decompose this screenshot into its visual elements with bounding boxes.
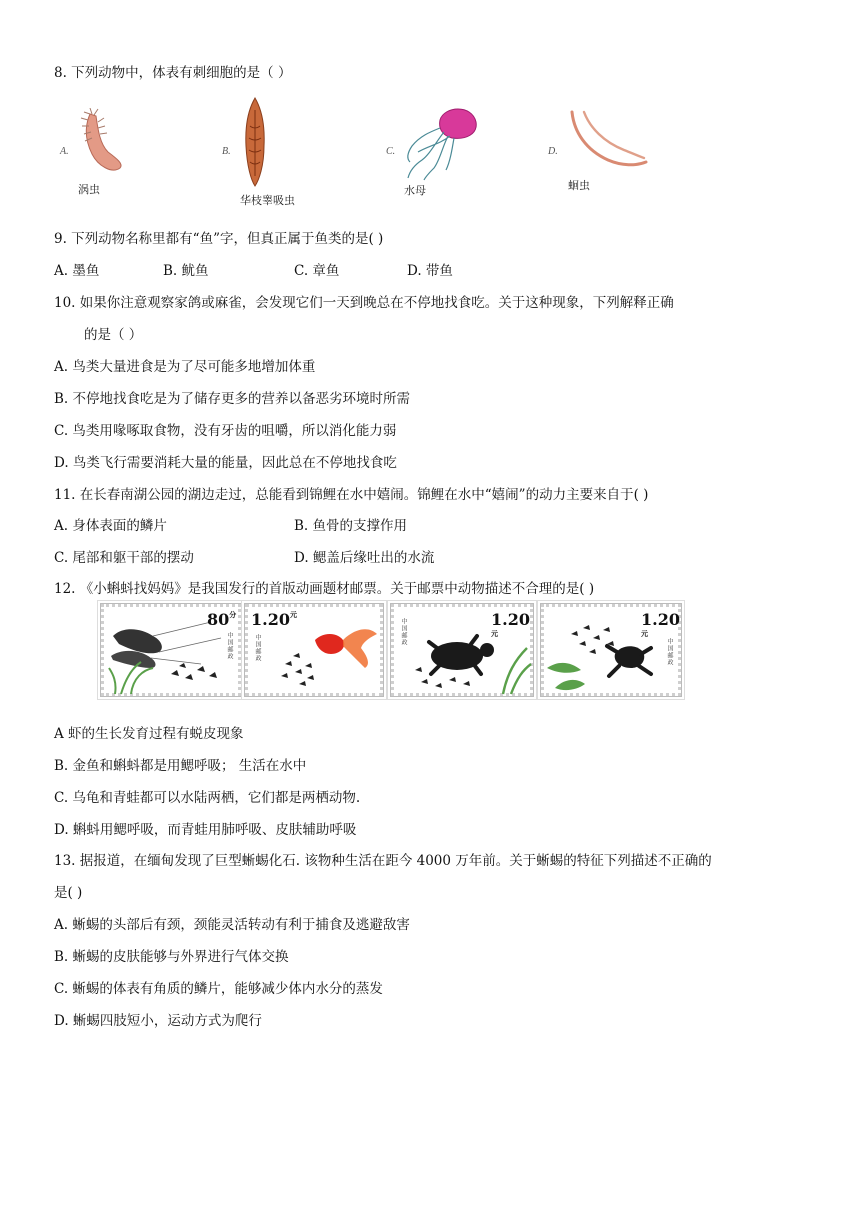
- stamp-2-unit: 元: [289, 610, 297, 619]
- q10-option-d: D. 鸟类飞行需要消耗大量的能量，因此总在不停地找食吃: [54, 455, 397, 471]
- q11-option-d: D. 鳃盖后缘吐出的水流: [294, 550, 435, 566]
- q8-option-b-letter: B.: [222, 146, 231, 157]
- q8-option-c-letter: C.: [386, 146, 396, 157]
- q8-option-c-caption: 水母: [404, 184, 426, 197]
- q9-option-a: A. 墨鱼: [54, 263, 100, 279]
- q11-option-a: A. 身体表面的鳞片: [54, 518, 167, 534]
- q8-option-b-caption: 华枝睾吸虫: [240, 194, 295, 207]
- q9-option-d: D. 带鱼: [407, 263, 453, 279]
- stamp-3-value: 1.20: [491, 610, 530, 629]
- stamp-4-country: 中国邮政: [666, 638, 673, 666]
- q12-option-d: D. 蝌蚪用鳃呼吸，而青蛙用肺呼吸、皮肤辅助呼吸: [54, 822, 357, 838]
- q12-option-b: B. 金鱼和蝌蚪都是用鳃呼吸； 生活在水中: [54, 758, 307, 774]
- q10-option-b: B. 不停地找食吃是为了储存更多的营养以备恶劣环境时所需: [54, 391, 411, 407]
- q9-stem: 9. 下列动物名称里都有“鱼”字，但真正属于鱼类的是( ): [54, 231, 384, 247]
- q10-option-c: C. 鸟类用喙啄取食物，没有牙齿的咀嚼，所以消化能力弱: [54, 423, 397, 439]
- q12-option-a: A 虾的生长发育过程有蜕皮现象: [54, 726, 244, 742]
- q13-option-c: C. 蜥蜴的体表有角质的鳞片，能够减少体内水分的蒸发: [54, 981, 383, 997]
- q12-stem: 12. 《小蝌蚪找妈妈》是我国发行的首版动画题材邮票。关于邮票中动物描述不合理的是( ): [54, 581, 595, 597]
- stamp-3-unit: 元: [491, 629, 498, 638]
- q11-stem: 11. 在长春南湖公园的湖边走过，总能看到锦鲤在水中嬉闹。锦鲤在水中“嬉闹”的动力主要来自于( ): [54, 487, 649, 503]
- stamp-4-value: 1.20: [641, 610, 680, 629]
- q8-option-a-caption: 涡虫: [78, 183, 100, 196]
- stamp-turtle: [390, 603, 534, 697]
- jellyfish-image: [400, 102, 480, 182]
- stamp-shrimp: [100, 603, 242, 697]
- stamp-1-value: 80: [207, 610, 230, 629]
- stamp-1-unit: 分: [229, 610, 237, 619]
- q13-option-b: B. 蜥蜴的皮肤能够与外界进行气体交换: [54, 949, 289, 965]
- stamp-1-country: 中国邮政: [226, 632, 233, 660]
- q13-stem-line2: 是( ): [54, 885, 83, 901]
- q12-option-c: C. 乌龟和青蛙都可以水陆两栖，它们都是两栖动物.: [54, 790, 361, 806]
- q10-stem-line2: 的是（ ）: [84, 327, 143, 343]
- stamp-goldfish: [244, 603, 384, 697]
- stamp-3-country: 中国邮政: [400, 618, 407, 646]
- roundworm-image: [564, 108, 650, 172]
- q13-stem-line1: 13. 据报道，在缅甸发现了巨型蜥蜴化石. 该物种生活在距今 4000 万年前。关于蜥蜴的特征下列描述不正确的: [54, 853, 712, 869]
- q11-option-c: C. 尾部和躯干部的摆动: [54, 550, 194, 566]
- q8-stem: 8. 下列动物中，体表有刺细胞的是（ ）: [54, 65, 292, 81]
- q8-option-d-letter: D.: [548, 146, 558, 157]
- q13-option-a: A. 蜥蜴的头部后有颈，颈能灵活转动有利于捕食及逃避敌害: [54, 917, 410, 933]
- stamp-frog: [540, 603, 682, 697]
- q10-stem-line1: 10. 如果你注意观察家鸽或麻雀，会发现它们一天到晚总在不停地找食吃。关于这种现象，下列解释正确: [54, 295, 674, 311]
- liver-fluke-image: [240, 96, 270, 188]
- stamp-2-value: 1.20: [251, 610, 290, 629]
- q8-option-d-caption: 蛔虫: [568, 179, 590, 192]
- q9-option-c: C. 章鱼: [294, 263, 340, 279]
- q9-option-b: B. 鱿鱼: [163, 263, 209, 279]
- planarian-image: [76, 108, 126, 178]
- q8-option-a-letter: A.: [60, 146, 69, 157]
- q11-option-b: B. 鱼骨的支撑作用: [294, 518, 408, 534]
- stamp-4-unit: 元: [641, 629, 648, 638]
- q10-option-a: A. 鸟类大量进食是为了尽可能多地增加体重: [54, 359, 316, 375]
- q13-option-d: D. 蜥蜴四肢短小，运动方式为爬行: [54, 1013, 262, 1029]
- stamp-2-country: 中国邮政: [254, 634, 261, 662]
